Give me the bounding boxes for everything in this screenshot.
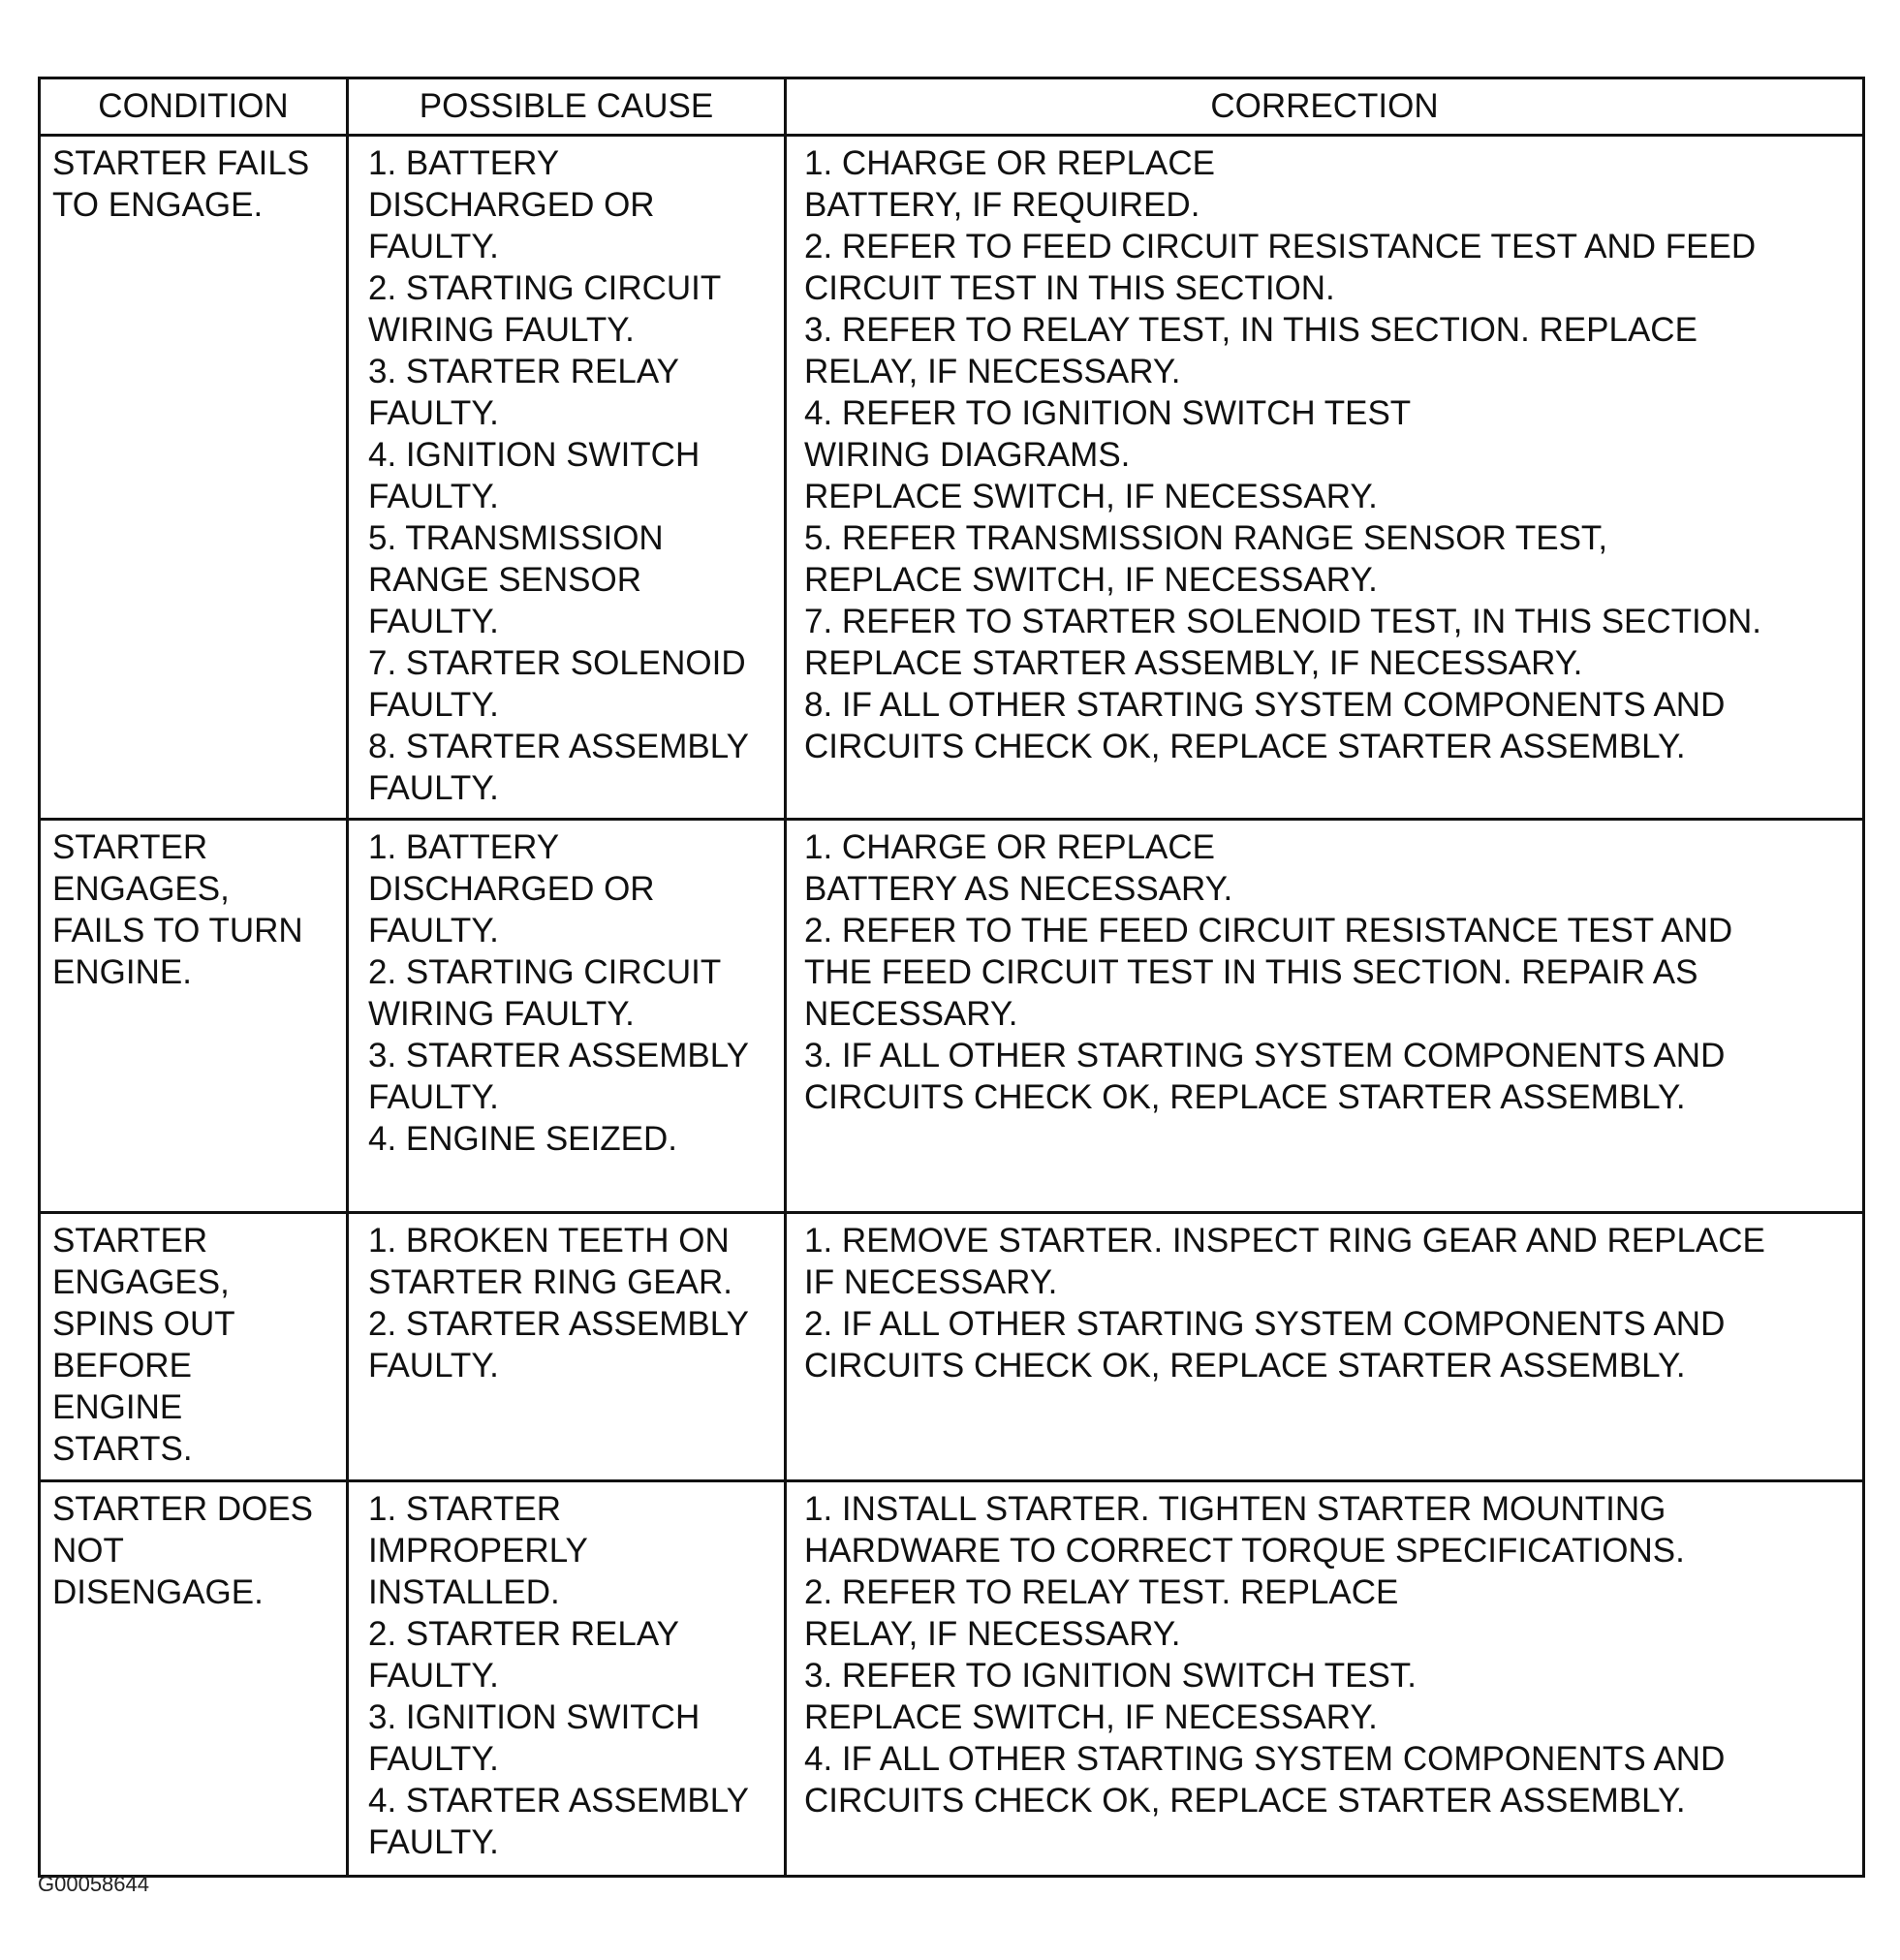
correction-cell: 1. REMOVE STARTER. INSPECT RING GEAR AND REPLACE IF NECESSARY. 2. IF ALL OTHER STARTING SYSTEM COMPONENTS AND CIRCUITS CHECK OK, REPLACE STARTER ASSEMBLY.: [786, 1213, 1864, 1481]
correction-cell: 1. CHARGE OR REPLACE BATTERY AS NECESSARY. 2. REFER TO THE FEED CIRCUIT RESISTANCE TEST AND THE FEED CIRCUIT TEST IN THIS SECTION. REPAIR AS NECESSARY. 3. IF ALL OTHER STARTING SYSTEM COMPONENTS AND CIRCUITS CHECK OK, REPLACE STARTER ASSEMBLY.: [786, 820, 1864, 1213]
header-condition: CONDITION: [40, 78, 348, 136]
condition-cell: STARTER ENGAGES, SPINS OUT BEFORE ENGINE STARTS.: [40, 1213, 348, 1481]
condition-cell: STARTER ENGAGES, FAILS TO TURN ENGINE.: [40, 820, 348, 1213]
figure-id: G00058644: [38, 1872, 149, 1896]
condition-cell: STARTER FAILS TO ENGAGE.: [40, 136, 348, 820]
correction-cell: 1. CHARGE OR REPLACE BATTERY, IF REQUIRED. 2. REFER TO FEED CIRCUIT RESISTANCE TEST AND FEED CIRCUIT TEST IN THIS SECTION. 3. REFER TO RELAY TEST, IN THIS SECTION. REPLACE RELAY, IF NECESSARY. 4. REFER TO IGNITION SWITCH TEST WIRING DIAGRAMS. REPLACE SWITCH, IF NECESSARY. 5. REFER TRANSMISSION RANGE SENSOR TEST, REPLACE SWITCH, IF NECESSARY. 7. REFER TO STARTER SOLENOID TEST, IN THIS SECTION. REPLACE STARTER ASSEMBLY, IF NECESSARY. 8. IF ALL OTHER STARTING SYSTEM COMPONENTS AND CIRCUITS CHECK OK, REPLACE STARTER ASSEMBLY.: [786, 136, 1864, 820]
table-row: [40, 1213, 1864, 1481]
table-header-row: [40, 78, 1864, 136]
possible-cause-cell: 1. BATTERY DISCHARGED OR FAULTY. 2. STARTING CIRCUIT WIRING FAULTY. 3. STARTER ASSEMBLY FAULTY. 4. ENGINE SEIZED.: [348, 820, 786, 1213]
table-row: [40, 136, 1864, 820]
possible-cause-cell: 1. BROKEN TEETH ON STARTER RING GEAR. 2. STARTER ASSEMBLY FAULTY.: [348, 1213, 786, 1481]
diagnosis-table: [38, 77, 1865, 1878]
condition-cell: STARTER DOES NOT DISENGAGE.: [40, 1481, 348, 1877]
table-row: [40, 1481, 1864, 1877]
correction-cell: 1. INSTALL STARTER. TIGHTEN STARTER MOUNTING HARDWARE TO CORRECT TORQUE SPECIFICATIONS. 2. REFER TO RELAY TEST. REPLACE RELAY, IF NECESSARY. 3. REFER TO IGNITION SWITCH TEST. REPLACE SWITCH, IF NECESSARY. 4. IF ALL OTHER STARTING SYSTEM COMPONENTS AND CIRCUITS CHECK OK, REPLACE STARTER ASSEMBLY.: [786, 1481, 1864, 1877]
table-row: [40, 820, 1864, 1213]
possible-cause-cell: 1. STARTER IMPROPERLY INSTALLED. 2. STARTER RELAY FAULTY. 3. IGNITION SWITCH FAULTY. 4. STARTER ASSEMBLY FAULTY.: [348, 1481, 786, 1877]
possible-cause-cell: 1. BATTERY DISCHARGED OR FAULTY. 2. STARTING CIRCUIT WIRING FAULTY. 3. STARTER RELAY FAULTY. 4. IGNITION SWITCH FAULTY. 5. TRANSMISSION RANGE SENSOR FAULTY. 7. STARTER SOLENOID FAULTY. 8. STARTER ASSEMBLY FAULTY.: [348, 136, 786, 820]
header-correction: CORRECTION: [786, 78, 1864, 136]
header-possible-cause: POSSIBLE CAUSE: [348, 78, 786, 136]
